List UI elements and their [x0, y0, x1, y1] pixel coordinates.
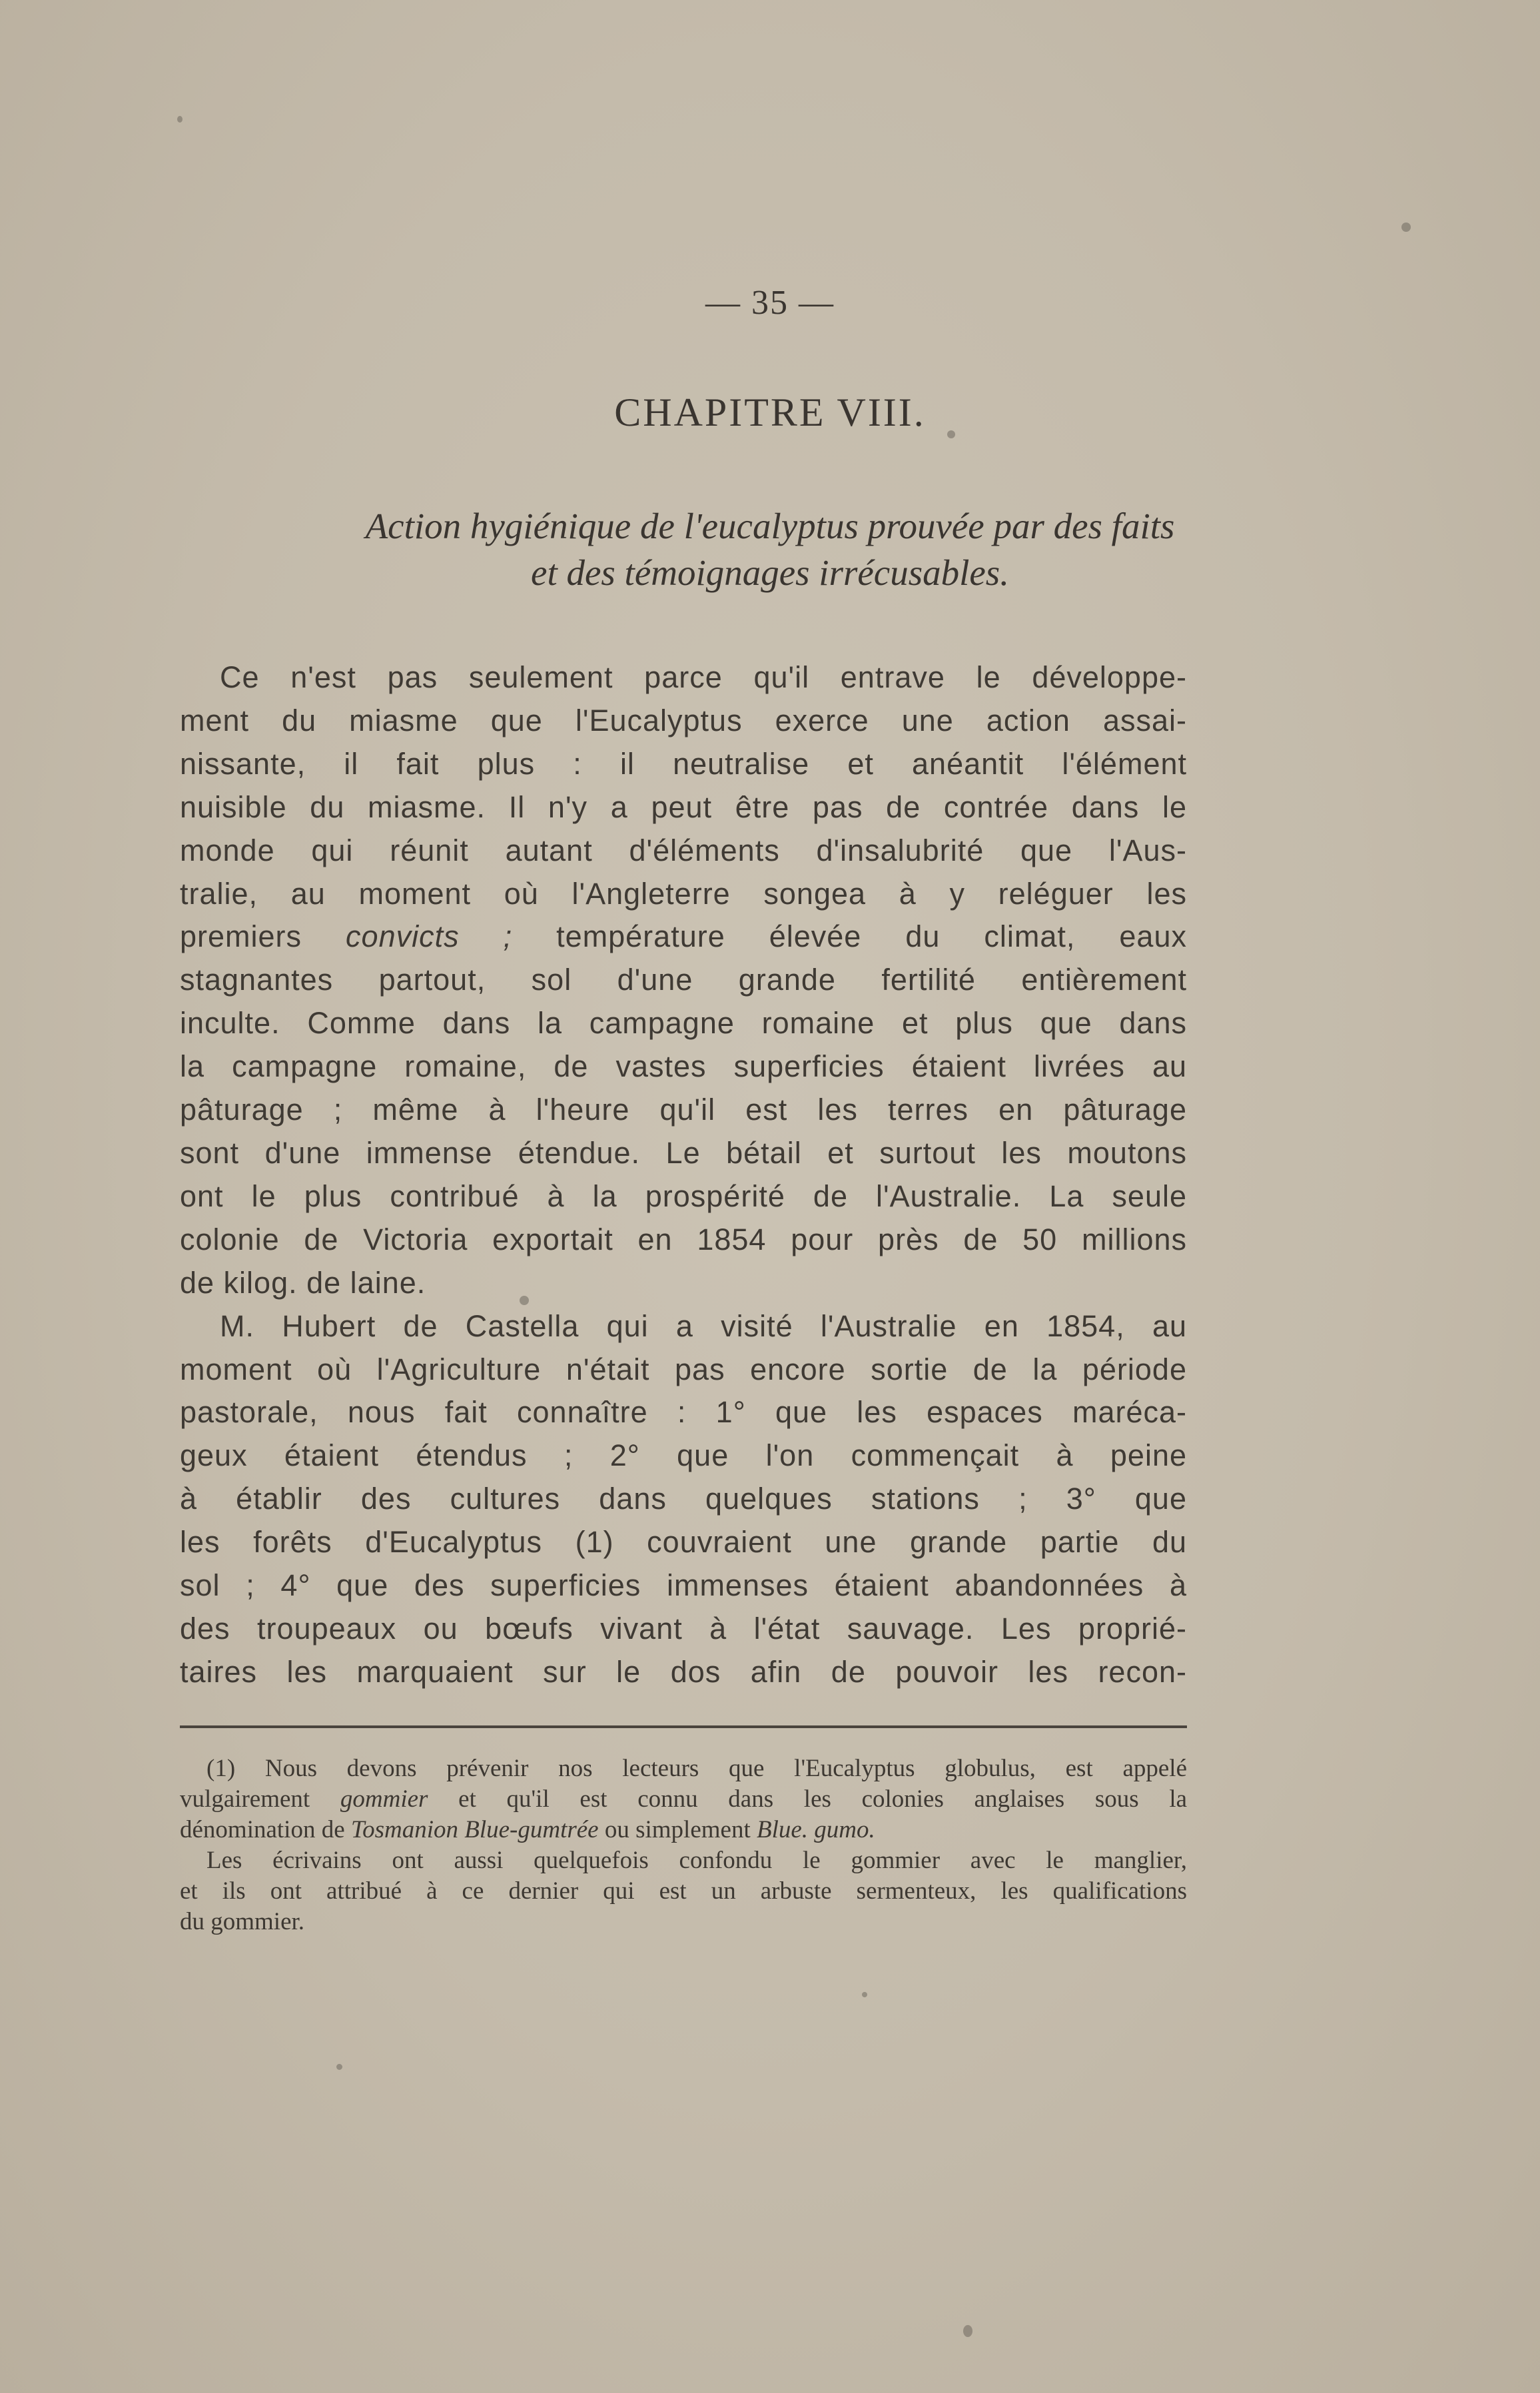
paper-speck: [862, 1992, 867, 1997]
paper-speck: [177, 116, 183, 123]
paper-speck: [336, 2064, 342, 2070]
text-line: ment du miasme que l'Eucalyptus exerce une action assai-: [180, 703, 1187, 737]
text-line: taires les marquaient sur le dos afin de pouvoir les recon-: [180, 1654, 1187, 1689]
footnote-line: (1) Nous devons prévenir nos lecteurs que l'Eucalyptus globulus, est appelé: [206, 1755, 1187, 1782]
text-line: nuisible du miasme. Il n'y a peut être pas de contrée dans le: [180, 789, 1187, 824]
italic-term: gommier: [340, 1785, 428, 1813]
text-fragment: premiers: [180, 919, 302, 954]
text-line: de kilog. de laine.: [180, 1265, 426, 1300]
text-line: [180, 915, 1187, 959]
footnote-line: du gommier.: [180, 1908, 305, 1935]
italic-term: Blue. gumo.: [757, 1816, 875, 1843]
text-fragment: vulgairement: [180, 1785, 310, 1813]
footnote-line: [180, 1815, 1187, 1845]
paper-speck: [1401, 223, 1411, 232]
footnote-line: et ils ont attribué à ce dernier qui est un arbuste sermenteux, les qualifications: [180, 1877, 1187, 1905]
chapter-subtitle: [0, 503, 1540, 596]
page-number: — 35 —: [705, 284, 835, 322]
italic-term: Tosmanion Blue-gumtrée: [350, 1816, 599, 1843]
text-line: des troupeaux ou bœufs vivant à l'état sauvage. Les proprié-: [180, 1611, 1187, 1646]
text-line: sol ; 4° que des superficies immenses étaient abandonnées à: [180, 1568, 1187, 1603]
text-fragment: et qu'il est connu dans les colonies anglaises sous la: [458, 1785, 1188, 1813]
text-line: Ce n'est pas seulement parce qu'il entrave le développe-: [220, 660, 1187, 694]
text-line: tralie, au moment où l'Angleterre songea à y reléguer les: [180, 876, 1187, 911]
text-line: pastorale, nous fait connaître : 1° que les espaces maréca-: [180, 1395, 1187, 1430]
paper-speck: [963, 2325, 972, 2337]
text-line: à établir des cultures dans quelques stations ; 3° que: [180, 1482, 1187, 1516]
text-line: sont d'une immense étendue. Le bétail et surtout les moutons: [180, 1135, 1187, 1170]
text-line: M. Hubert de Castella qui a visité l'Australie en 1854, au: [220, 1308, 1187, 1343]
footnotes: [180, 1753, 1187, 1937]
text-line: pâturage ; même à l'heure qu'il est les terres en pâturage: [180, 1093, 1187, 1127]
chapter-title: CHAPITRE VIII.: [614, 390, 926, 434]
text-line: nissante, il fait plus : il neutralise et anéantit l'élément: [180, 746, 1187, 781]
footnote-line: [180, 1784, 1187, 1815]
text-fragment: ou simplement: [604, 1816, 751, 1843]
body-text: [180, 656, 1187, 1694]
text-line: les forêts d'Eucalyptus (1) couvraient une grande partie du: [180, 1525, 1187, 1560]
text-line: colonie de Victoria exportait en 1854 pour près de 50 millions: [180, 1222, 1187, 1256]
text-line: inculte. Comme dans la campagne romaine et plus que dans: [180, 1006, 1187, 1041]
text-line: monde qui réunit autant d'éléments d'insalubrité que l'Aus-: [180, 833, 1187, 867]
text-line: geux étaient étendus ; 2° que l'on commençait à peine: [180, 1438, 1187, 1473]
subtitle-line: et des témoignages irrécusables.: [531, 552, 1009, 593]
footnote-line: Les écrivains ont aussi quelquefois confondu le gommier avec le manglier,: [206, 1847, 1187, 1874]
text-line: moment où l'Agriculture n'était pas encore sortie de la période: [180, 1352, 1187, 1386]
subtitle-line: Action hygiénique de l'eucalyptus prouvée par des faits: [365, 506, 1175, 546]
text-line: la campagne romaine, de vastes superficies étaient livrées au: [180, 1049, 1187, 1084]
footnote-divider: [180, 1725, 1187, 1728]
text-line: ont le plus contribué à la prospérité de l'Australie. La seule: [180, 1179, 1187, 1213]
text-line: stagnantes partout, sol d'une grande fertilité entièrement: [180, 963, 1187, 997]
italic-term: convicts ;: [346, 919, 513, 954]
text-fragment: température élevée du climat, eaux: [556, 919, 1187, 954]
text-fragment: dénomination de: [180, 1816, 345, 1843]
